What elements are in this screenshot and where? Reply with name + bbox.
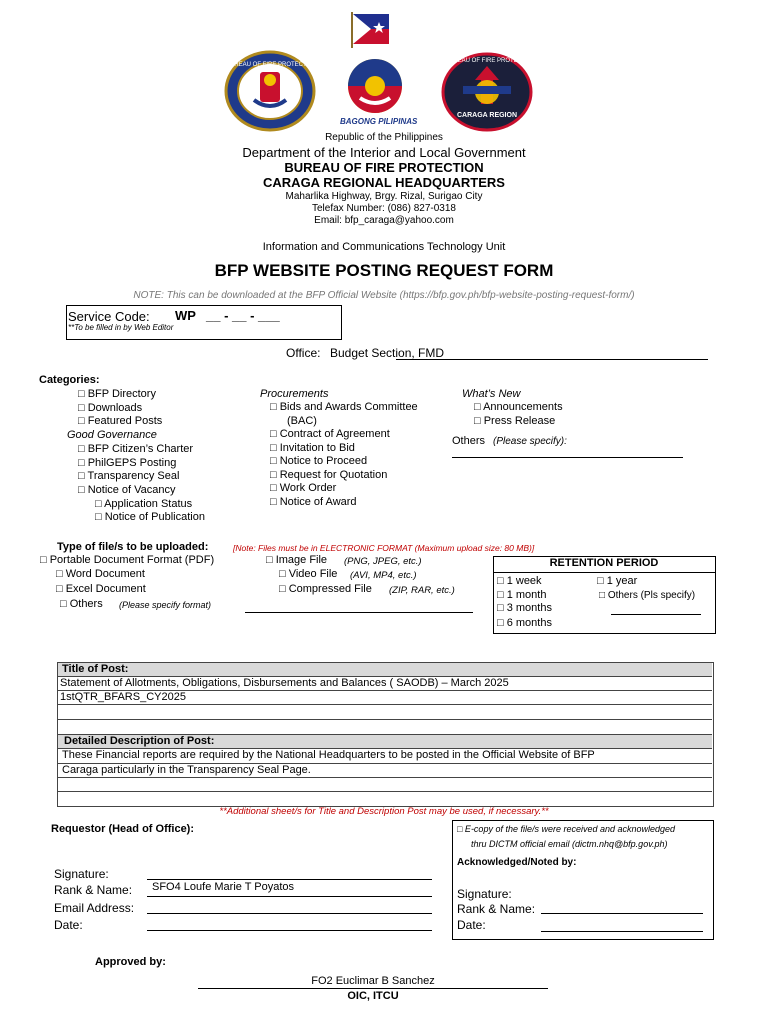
service-code-slots[interactable]: __ - __ - ___	[206, 308, 280, 323]
retention-1-week[interactable]: □ 1 week	[497, 575, 542, 587]
table-row	[57, 719, 712, 720]
service-code-label: Service Code:	[68, 309, 150, 324]
file-type-others-line	[245, 612, 473, 613]
table-row	[57, 777, 712, 778]
category-procurement-item[interactable]: □ Request for Quotation	[270, 468, 388, 481]
procurements-heading: Procurements	[260, 388, 329, 400]
file-type-heading: Type of file/s to be uploaded:	[57, 541, 209, 553]
ack-rank-label: Rank & Name:	[457, 902, 536, 916]
table-row	[57, 704, 712, 705]
title-heading: Title of Post:	[62, 663, 129, 675]
ack-copy-line-2: thru DICTM official email (dictm.nhq@bfp.gov.ph)	[471, 839, 668, 849]
requestor-signature-line[interactable]	[147, 879, 432, 880]
right-seal-top-text: BUREAU OF FIRE PROTECTION	[445, 58, 537, 64]
telefax-text: Telefax Number: (086) 827-0318	[312, 203, 456, 214]
left-seal-text: BUREAU OF FIRE PROTECTION	[226, 62, 318, 68]
others-category-line	[452, 457, 683, 458]
category-procurement-item: (BAC)	[287, 414, 317, 427]
requestor-rank-label: Rank & Name:	[54, 883, 133, 897]
ack-date-label: Date:	[457, 918, 486, 932]
file-type-compressed[interactable]: □ Compressed File	[279, 583, 372, 595]
retention-1-year[interactable]: □ 1 year	[597, 575, 638, 587]
description-line-2[interactable]: Caraga particularly in the Transparency Seal Page.	[62, 764, 311, 776]
approved-by-label: Approved by:	[95, 956, 166, 968]
retention-heading: RETENTION PERIOD	[549, 557, 659, 569]
approver-name: FO2 Euclimar B Sanchez	[311, 975, 435, 987]
bureau-text: BUREAU OF FIRE PROTECTION	[284, 160, 484, 175]
whats-new-heading: What’s New	[462, 388, 521, 400]
file-type-compressed-hint: (ZIP, RAR, etc.)	[389, 585, 455, 596]
service-code-hint: **To be filled in by Web Editor	[68, 323, 174, 332]
ack-heading: Acknowledged/Noted by:	[457, 857, 577, 868]
file-type-word[interactable]: □ Word Document	[56, 568, 145, 580]
additional-sheet-note: **Additional sheet/s for Title and Description Post may be used, if necessary.**	[219, 806, 549, 817]
requestor-signature-label: Signature:	[54, 867, 109, 881]
ack-signature-label: Signature:	[457, 887, 512, 901]
file-type-excel[interactable]: □ Excel Document	[56, 583, 146, 595]
regional-text: CARAGA REGIONAL HEADQUARTERS	[263, 175, 505, 190]
category-procurement-item[interactable]: □ Invitation to Bid	[270, 441, 355, 454]
address-text: Maharlika Highway, Brgy. Rizal, Surigao City	[285, 191, 483, 202]
category-col1-item[interactable]: □ BFP Directory	[78, 388, 156, 400]
file-type-pdf[interactable]: □ Portable Document Format (PDF)	[40, 554, 215, 566]
file-type-image[interactable]: □ Image File	[266, 554, 328, 566]
others-category-label: Others	[452, 435, 486, 447]
retention-3-months[interactable]: □ 3 months	[497, 602, 552, 614]
office-label: Office:	[286, 346, 321, 360]
category-whats-new-item[interactable]: □ Press Release	[474, 414, 556, 427]
approver-position: OIC, ITCU	[347, 990, 399, 1002]
title-line-2[interactable]: 1stQTR_BFARS_CY2025	[60, 691, 186, 703]
category-col1-item: Good Governance	[67, 429, 157, 442]
category-procurement-item[interactable]: □ Notice of Award	[270, 495, 357, 508]
category-procurement-item[interactable]: □ Work Order	[270, 482, 337, 494]
flag-icon	[349, 10, 393, 50]
requestor-heading: Requestor (Head of Office):	[51, 823, 195, 835]
category-col1-item[interactable]: □ Downloads	[78, 401, 143, 414]
form-title: BFP WEBSITE POSTING REQUEST FORM	[214, 261, 554, 280]
title-line-1[interactable]: Statement of Allotments, Obligations, Disbursements and Balances ( SAODB) – March 2025	[60, 677, 509, 689]
office-value[interactable]: Budget Section, FMD	[330, 346, 445, 360]
office-underline	[396, 359, 708, 360]
category-col1-item[interactable]: □ Featured Posts	[78, 415, 163, 428]
category-col1-item[interactable]: □ BFP Citizen’s Charter	[78, 442, 194, 455]
category-col1-item[interactable]: □ Application Status	[95, 497, 193, 510]
ack-rank-line[interactable]	[541, 913, 703, 914]
requestor-date-line[interactable]	[147, 930, 432, 931]
right-seal-bottom-text: CARAGA REGION	[456, 112, 518, 119]
download-note: NOTE: This can be downloaded at the BFP Official Website (https://bfp.gov.ph/bfp-website-posting-request-form/)	[133, 290, 635, 301]
category-procurement-item[interactable]: □ Bids and Awards Committee	[270, 401, 418, 413]
retention-6-months[interactable]: □ 6 months	[497, 617, 552, 629]
approver-line	[198, 988, 548, 989]
retention-others-line	[611, 614, 701, 615]
ack-date-line[interactable]	[541, 931, 703, 932]
category-procurement-item[interactable]: □ Notice to Proceed	[270, 455, 368, 467]
category-col1-item[interactable]: □ PhilGEPS Posting	[78, 456, 177, 469]
category-col1-item[interactable]: □ Notice of Publication	[95, 511, 205, 524]
category-col1-item[interactable]: □ Notice of Vacancy	[78, 483, 176, 496]
category-whats-new-item[interactable]: □ Announcements	[474, 401, 563, 413]
email-text: Email: bfp_caraga@yahoo.com	[314, 215, 454, 226]
service-code-prefix: WP	[175, 308, 196, 323]
requestor-rank-value[interactable]: SFO4 Loufe Marie T Poyatos	[152, 881, 295, 893]
file-type-note: [Note: Files must be in ELECTRONIC FORMAT (Maximum upload size: 80 MB)]	[233, 543, 535, 553]
requestor-rank-line	[147, 896, 432, 897]
file-type-image-hint: (PNG, JPEG, etc.)	[344, 556, 422, 567]
file-type-others[interactable]: □ Others	[60, 598, 103, 610]
file-type-video-hint: (AVI, MP4, etc.)	[350, 570, 417, 581]
republic-text: Republic of the Philippines	[325, 132, 443, 143]
category-col1-item[interactable]: □ Transparency Seal	[78, 470, 180, 483]
acknowledgement-box	[452, 820, 714, 940]
retention-divider	[493, 572, 715, 573]
bagong-pilipinas-logo-icon	[340, 58, 410, 116]
requestor-email-label: Email Address:	[54, 901, 135, 915]
requestor-date-label: Date:	[54, 918, 83, 932]
bagong-pilipinas-text: BAGONG PILIPINAS	[340, 117, 418, 126]
categories-heading: Categories:	[39, 374, 100, 386]
retention-1-month[interactable]: □ 1 month	[497, 589, 547, 601]
file-type-others-hint: (Please specify format)	[119, 600, 212, 610]
department-text: Department of the Interior and Local Government	[242, 145, 526, 160]
description-heading: Detailed Description of Post:	[64, 735, 215, 747]
category-procurement-item[interactable]: □ Contract of Agreement	[270, 428, 390, 440]
requestor-email-line[interactable]	[147, 913, 432, 914]
unit-text: Information and Communications Technology Unit	[262, 241, 506, 253]
bfp-caraga-seal-icon	[441, 52, 537, 132]
title-heading-bg	[58, 663, 712, 676]
ack-copy-line-1[interactable]: □ E-copy of the file/s were received and acknowledged	[457, 824, 676, 834]
description-line-1[interactable]: These Financial reports are required by the National Headquarters to be posted in the Official Website of BFP	[62, 749, 595, 761]
others-category-hint: (Please specify):	[493, 436, 567, 447]
file-type-video[interactable]: □ Video File	[279, 568, 338, 580]
table-row	[57, 791, 712, 792]
retention-others[interactable]: □ Others (Pls specify)	[599, 590, 696, 601]
